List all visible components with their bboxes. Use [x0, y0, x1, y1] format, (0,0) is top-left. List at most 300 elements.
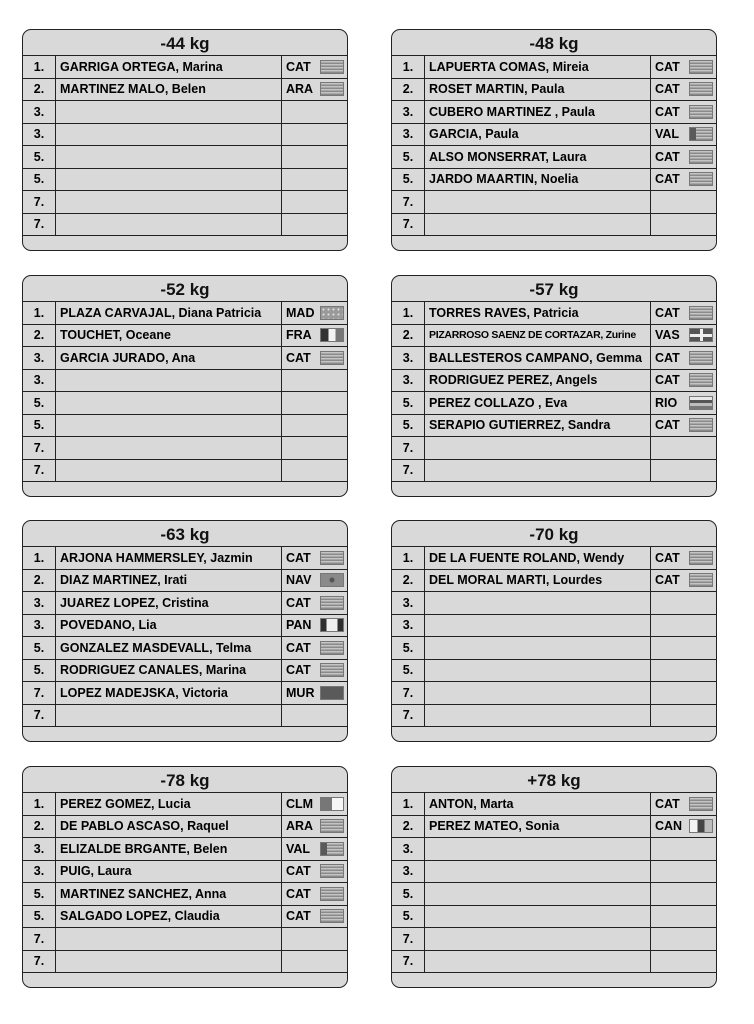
weight-category-panel — [22, 520, 348, 742]
cat-flag-icon — [689, 373, 713, 387]
can-flag-icon — [689, 819, 713, 833]
cat-flag-icon — [689, 306, 713, 320]
rank-cell: 7. — [23, 951, 56, 973]
athlete-name-cell — [425, 191, 651, 213]
region-code: CAT — [286, 663, 311, 678]
region-code: VAS — [655, 328, 680, 343]
athlete-name-cell — [56, 214, 282, 236]
region-cell — [651, 302, 716, 324]
result-row — [23, 214, 347, 237]
rank-cell: 1. — [392, 302, 425, 324]
ara-flag-icon — [320, 819, 344, 833]
cat-flag-icon — [320, 551, 344, 565]
rank-cell: 2. — [23, 79, 56, 101]
weight-category-panel — [391, 520, 717, 742]
rank-cell: 5. — [23, 660, 56, 682]
weight-category-title: +78 kg — [392, 767, 716, 793]
panel-footer — [392, 236, 716, 250]
athlete-name-cell: DEL MORAL MARTI, Lourdes — [425, 570, 651, 592]
athlete-name-cell — [425, 928, 651, 950]
cat-flag-icon — [689, 60, 713, 74]
region-code: VAL — [286, 841, 311, 856]
region-cell — [282, 169, 347, 191]
region-cell — [651, 906, 716, 928]
weight-category-panel — [22, 275, 348, 497]
region-cell — [651, 79, 716, 101]
athlete-name-cell: ROSET MARTIN, Paula — [425, 79, 651, 101]
athlete-name-cell — [425, 906, 651, 928]
result-row — [23, 191, 347, 214]
cat-flag-icon — [689, 418, 713, 432]
rank-cell: 5. — [23, 392, 56, 414]
region-code: CAT — [286, 909, 311, 924]
result-row — [392, 415, 716, 438]
cat-flag-icon — [689, 351, 713, 365]
region-cell — [651, 146, 716, 168]
cat-flag-icon — [320, 909, 344, 923]
region-code: CAT — [286, 350, 311, 365]
athlete-name-cell — [425, 861, 651, 883]
weight-category-panel — [22, 29, 348, 251]
region-code: RIO — [655, 395, 678, 410]
athlete-name-cell: TORRES RAVES, Patricia — [425, 302, 651, 324]
result-row — [23, 146, 347, 169]
region-cell — [651, 56, 716, 78]
region-cell — [651, 547, 716, 569]
rank-cell: 3. — [23, 370, 56, 392]
athlete-name-cell: GARCIA JURADO, Ana — [56, 347, 282, 369]
athlete-name-cell: MARTINEZ MALO, Belen — [56, 79, 282, 101]
weight-category-title: -63 kg — [23, 521, 347, 547]
athlete-name-cell: PEREZ GOMEZ, Lucia — [56, 793, 282, 815]
region-cell — [282, 816, 347, 838]
rank-cell: 3. — [23, 861, 56, 883]
result-row — [392, 816, 716, 839]
region-code: CAT — [655, 550, 680, 565]
rank-cell: 3. — [392, 370, 425, 392]
rank-cell: 2. — [23, 325, 56, 347]
weight-category-title: -78 kg — [23, 767, 347, 793]
rank-cell: 3. — [392, 592, 425, 614]
athlete-name-cell: PUIG, Laura — [56, 861, 282, 883]
weight-category-panel — [391, 766, 717, 988]
result-row — [23, 861, 347, 884]
athlete-name-cell: ARJONA HAMMERSLEY, Jazmin — [56, 547, 282, 569]
athlete-name-cell — [425, 214, 651, 236]
athlete-name-cell: PEREZ COLLAZO , Eva — [425, 392, 651, 414]
region-cell — [651, 169, 716, 191]
result-row — [392, 146, 716, 169]
region-code: MAD — [286, 305, 315, 320]
region-code: CAT — [655, 172, 680, 187]
athlete-name-cell: ANTON, Marta — [425, 793, 651, 815]
rank-cell: 3. — [392, 347, 425, 369]
result-row — [392, 347, 716, 370]
cat-flag-icon — [689, 573, 713, 587]
rank-cell: 7. — [392, 191, 425, 213]
region-cell — [282, 347, 347, 369]
region-cell — [282, 928, 347, 950]
region-cell — [282, 79, 347, 101]
rank-cell: 1. — [392, 547, 425, 569]
rank-cell: 5. — [23, 883, 56, 905]
result-row — [23, 793, 347, 816]
result-row — [23, 79, 347, 102]
rank-cell: 2. — [392, 816, 425, 838]
athlete-name-cell: PIZARROSO SAENZ DE CORTAZAR, Zurine — [425, 325, 651, 347]
athlete-name-cell — [56, 392, 282, 414]
cat-flag-icon — [689, 82, 713, 96]
panel-footer — [392, 973, 716, 987]
region-cell — [282, 325, 347, 347]
weight-category-title: -48 kg — [392, 30, 716, 56]
athlete-name-cell — [425, 682, 651, 704]
athlete-name-cell: ALSO MONSERRAT, Laura — [425, 146, 651, 168]
cat-flag-icon — [320, 887, 344, 901]
region-cell — [282, 56, 347, 78]
athlete-name-cell — [425, 592, 651, 614]
cat-flag-icon — [689, 150, 713, 164]
rank-cell: 3. — [23, 838, 56, 860]
region-code: CAT — [655, 373, 680, 388]
athlete-name-cell: DE LA FUENTE ROLAND, Wendy — [425, 547, 651, 569]
region-cell — [651, 437, 716, 459]
rank-cell: 7. — [392, 214, 425, 236]
athlete-name-cell: GARCIA, Paula — [425, 124, 651, 146]
result-row — [392, 79, 716, 102]
region-code: CAT — [655, 104, 680, 119]
region-cell — [651, 101, 716, 123]
result-row — [392, 883, 716, 906]
weight-category-title: -70 kg — [392, 521, 716, 547]
region-code: MUR — [286, 685, 315, 700]
region-cell — [282, 682, 347, 704]
athlete-name-cell — [425, 437, 651, 459]
athlete-name-cell: DE PABLO ASCASO, Raquel — [56, 816, 282, 838]
result-row — [23, 615, 347, 638]
athlete-name-cell — [56, 101, 282, 123]
region-code: CAT — [655, 418, 680, 433]
region-cell — [651, 951, 716, 973]
region-code: NAV — [286, 573, 312, 588]
rank-cell: 5. — [392, 169, 425, 191]
rank-cell: 1. — [392, 793, 425, 815]
rank-cell: 7. — [23, 682, 56, 704]
result-row — [23, 570, 347, 593]
panel-footer — [23, 236, 347, 250]
athlete-name-cell: LAPUERTA COMAS, Mireia — [425, 56, 651, 78]
athlete-name-cell — [56, 437, 282, 459]
athlete-name-cell: POVEDANO, Lia — [56, 615, 282, 637]
rank-cell: 2. — [392, 79, 425, 101]
rank-cell: 3. — [392, 838, 425, 860]
result-row — [392, 906, 716, 929]
rank-cell: 3. — [23, 615, 56, 637]
region-cell — [651, 124, 716, 146]
region-code: CAT — [655, 305, 680, 320]
result-row — [23, 392, 347, 415]
region-cell — [282, 793, 347, 815]
rank-cell: 3. — [23, 124, 56, 146]
clm-flag-icon — [320, 797, 344, 811]
result-row — [392, 124, 716, 147]
region-code: CAT — [655, 82, 680, 97]
region-cell — [282, 392, 347, 414]
region-code: PAN — [286, 618, 312, 633]
rank-cell: 5. — [392, 392, 425, 414]
ara-flag-icon — [320, 82, 344, 96]
result-row — [23, 637, 347, 660]
cat-flag-icon — [320, 663, 344, 677]
region-cell — [282, 302, 347, 324]
result-row — [23, 682, 347, 705]
rank-cell: 7. — [392, 928, 425, 950]
region-cell — [282, 124, 347, 146]
weight-category-panel — [22, 766, 348, 988]
rank-cell: 5. — [23, 169, 56, 191]
region-cell — [651, 660, 716, 682]
region-code: CLM — [286, 796, 314, 811]
rank-cell: 7. — [23, 191, 56, 213]
region-cell — [651, 325, 716, 347]
panel-footer — [23, 727, 347, 741]
athlete-name-cell: BALLESTEROS CAMPANO, Gemma — [425, 347, 651, 369]
result-row — [392, 191, 716, 214]
weight-category-panel — [391, 29, 717, 251]
rank-cell: 7. — [392, 951, 425, 973]
athlete-name-cell — [425, 883, 651, 905]
result-row — [392, 370, 716, 393]
region-cell — [651, 793, 716, 815]
region-cell — [282, 570, 347, 592]
athlete-name-cell — [425, 615, 651, 637]
athlete-name-cell — [56, 928, 282, 950]
result-row — [392, 615, 716, 638]
result-row — [392, 325, 716, 348]
athlete-name-cell — [56, 146, 282, 168]
result-row — [392, 302, 716, 325]
region-cell — [651, 928, 716, 950]
fra-flag-icon — [320, 328, 344, 342]
result-row — [23, 101, 347, 124]
rank-cell: 7. — [23, 437, 56, 459]
region-cell — [282, 214, 347, 236]
result-row — [23, 928, 347, 951]
mad-flag-icon — [320, 306, 344, 320]
athlete-name-cell: PLAZA CARVAJAL, Diana Patricia — [56, 302, 282, 324]
region-cell — [651, 615, 716, 637]
panel-footer — [392, 482, 716, 496]
athlete-name-cell: GONZALEZ MASDEVALL, Telma — [56, 637, 282, 659]
region-cell — [282, 370, 347, 392]
region-cell — [651, 347, 716, 369]
region-cell — [282, 592, 347, 614]
rank-cell: 5. — [392, 883, 425, 905]
athlete-name-cell — [56, 124, 282, 146]
athlete-name-cell: JARDO MAARTIN, Noelia — [425, 169, 651, 191]
rank-cell: 3. — [392, 615, 425, 637]
region-code: CAT — [286, 59, 311, 74]
cat-flag-icon — [689, 551, 713, 565]
region-cell — [282, 705, 347, 727]
region-cell — [651, 214, 716, 236]
result-row — [23, 547, 347, 570]
result-row — [392, 793, 716, 816]
result-row — [392, 101, 716, 124]
rank-cell: 5. — [392, 146, 425, 168]
athlete-name-cell: RODRIGUEZ CANALES, Marina — [56, 660, 282, 682]
vas-flag-icon — [689, 328, 713, 342]
region-cell — [651, 460, 716, 482]
rank-cell: 7. — [392, 460, 425, 482]
cat-flag-icon — [689, 797, 713, 811]
rank-cell: 3. — [23, 592, 56, 614]
result-row — [392, 682, 716, 705]
rank-cell: 7. — [392, 437, 425, 459]
rank-cell: 2. — [392, 570, 425, 592]
rank-cell: 7. — [23, 460, 56, 482]
region-cell — [651, 592, 716, 614]
region-cell — [651, 705, 716, 727]
rank-cell: 7. — [392, 705, 425, 727]
rank-cell: 5. — [23, 415, 56, 437]
region-cell — [651, 191, 716, 213]
result-row — [392, 56, 716, 79]
region-code: CAN — [655, 819, 683, 834]
region-cell — [282, 838, 347, 860]
rank-cell: 3. — [23, 101, 56, 123]
region-code: ARA — [286, 819, 314, 834]
region-cell — [282, 883, 347, 905]
result-row — [392, 861, 716, 884]
rank-cell: 5. — [23, 146, 56, 168]
result-row — [23, 56, 347, 79]
result-row — [23, 124, 347, 147]
result-row — [392, 660, 716, 683]
athlete-name-cell — [56, 169, 282, 191]
result-row — [392, 592, 716, 615]
rank-cell: 5. — [23, 906, 56, 928]
region-cell — [651, 883, 716, 905]
rio-flag-icon — [689, 396, 713, 410]
region-code: CAT — [286, 595, 311, 610]
weight-category-panel — [391, 275, 717, 497]
athlete-name-cell — [56, 705, 282, 727]
result-row — [392, 392, 716, 415]
result-row — [392, 637, 716, 660]
region-cell — [651, 838, 716, 860]
region-cell — [282, 191, 347, 213]
region-code: CAT — [655, 59, 680, 74]
result-row — [392, 928, 716, 951]
region-code: CAT — [655, 149, 680, 164]
region-cell — [282, 415, 347, 437]
cat-flag-icon — [689, 105, 713, 119]
rank-cell: 5. — [392, 906, 425, 928]
result-row — [392, 705, 716, 728]
athlete-name-cell: JUAREZ LOPEZ, Cristina — [56, 592, 282, 614]
region-cell — [282, 906, 347, 928]
region-code: CAT — [286, 550, 311, 565]
result-row — [23, 705, 347, 728]
athlete-name-cell: PEREZ MATEO, Sonia — [425, 816, 651, 838]
region-code: CAT — [655, 350, 680, 365]
panel-footer — [392, 727, 716, 741]
region-cell — [282, 547, 347, 569]
rank-cell: 2. — [23, 570, 56, 592]
result-row — [23, 816, 347, 839]
region-code: CAT — [655, 573, 680, 588]
rank-cell: 2. — [392, 325, 425, 347]
region-cell — [651, 415, 716, 437]
region-cell — [282, 437, 347, 459]
result-row — [392, 437, 716, 460]
rank-cell: 1. — [392, 56, 425, 78]
result-row — [23, 169, 347, 192]
rank-cell: 5. — [23, 637, 56, 659]
region-cell — [282, 660, 347, 682]
result-row — [23, 951, 347, 974]
athlete-name-cell: LOPEZ MADEJSKA, Victoria — [56, 682, 282, 704]
result-row — [392, 169, 716, 192]
result-row — [392, 570, 716, 593]
cat-flag-icon — [689, 172, 713, 186]
region-code: CAT — [655, 796, 680, 811]
region-cell — [282, 146, 347, 168]
region-cell — [651, 682, 716, 704]
athlete-name-cell: CUBERO MARTINEZ , Paula — [425, 101, 651, 123]
athlete-name-cell: RODRIGUEZ PEREZ, Angels — [425, 370, 651, 392]
nav-flag-icon — [320, 573, 344, 587]
rank-cell: 5. — [392, 415, 425, 437]
rank-cell: 3. — [392, 101, 425, 123]
result-row — [392, 547, 716, 570]
weight-category-title: -44 kg — [23, 30, 347, 56]
region-cell — [282, 637, 347, 659]
rank-cell: 5. — [392, 637, 425, 659]
region-code: CAT — [286, 640, 311, 655]
region-cell — [282, 101, 347, 123]
result-row — [392, 214, 716, 237]
weight-category-title: -52 kg — [23, 276, 347, 302]
mur-flag-icon — [320, 686, 344, 700]
region-code: FRA — [286, 328, 312, 343]
result-row — [23, 660, 347, 683]
region-code: ARA — [286, 82, 314, 97]
result-row — [23, 347, 347, 370]
athlete-name-cell — [425, 838, 651, 860]
rank-cell: 7. — [23, 214, 56, 236]
panel-footer — [23, 482, 347, 496]
region-cell — [651, 637, 716, 659]
athlete-name-cell: MARTINEZ SANCHEZ, Anna — [56, 883, 282, 905]
result-row — [23, 370, 347, 393]
region-cell — [282, 615, 347, 637]
result-row — [23, 883, 347, 906]
athlete-name-cell — [56, 191, 282, 213]
region-cell — [282, 460, 347, 482]
region-cell — [651, 816, 716, 838]
region-cell — [651, 392, 716, 414]
region-cell — [282, 861, 347, 883]
athlete-name-cell — [56, 415, 282, 437]
region-cell — [651, 370, 716, 392]
result-row — [392, 460, 716, 483]
rank-cell: 7. — [392, 682, 425, 704]
rank-cell: 1. — [23, 56, 56, 78]
rank-cell: 7. — [23, 928, 56, 950]
rank-cell: 3. — [392, 861, 425, 883]
